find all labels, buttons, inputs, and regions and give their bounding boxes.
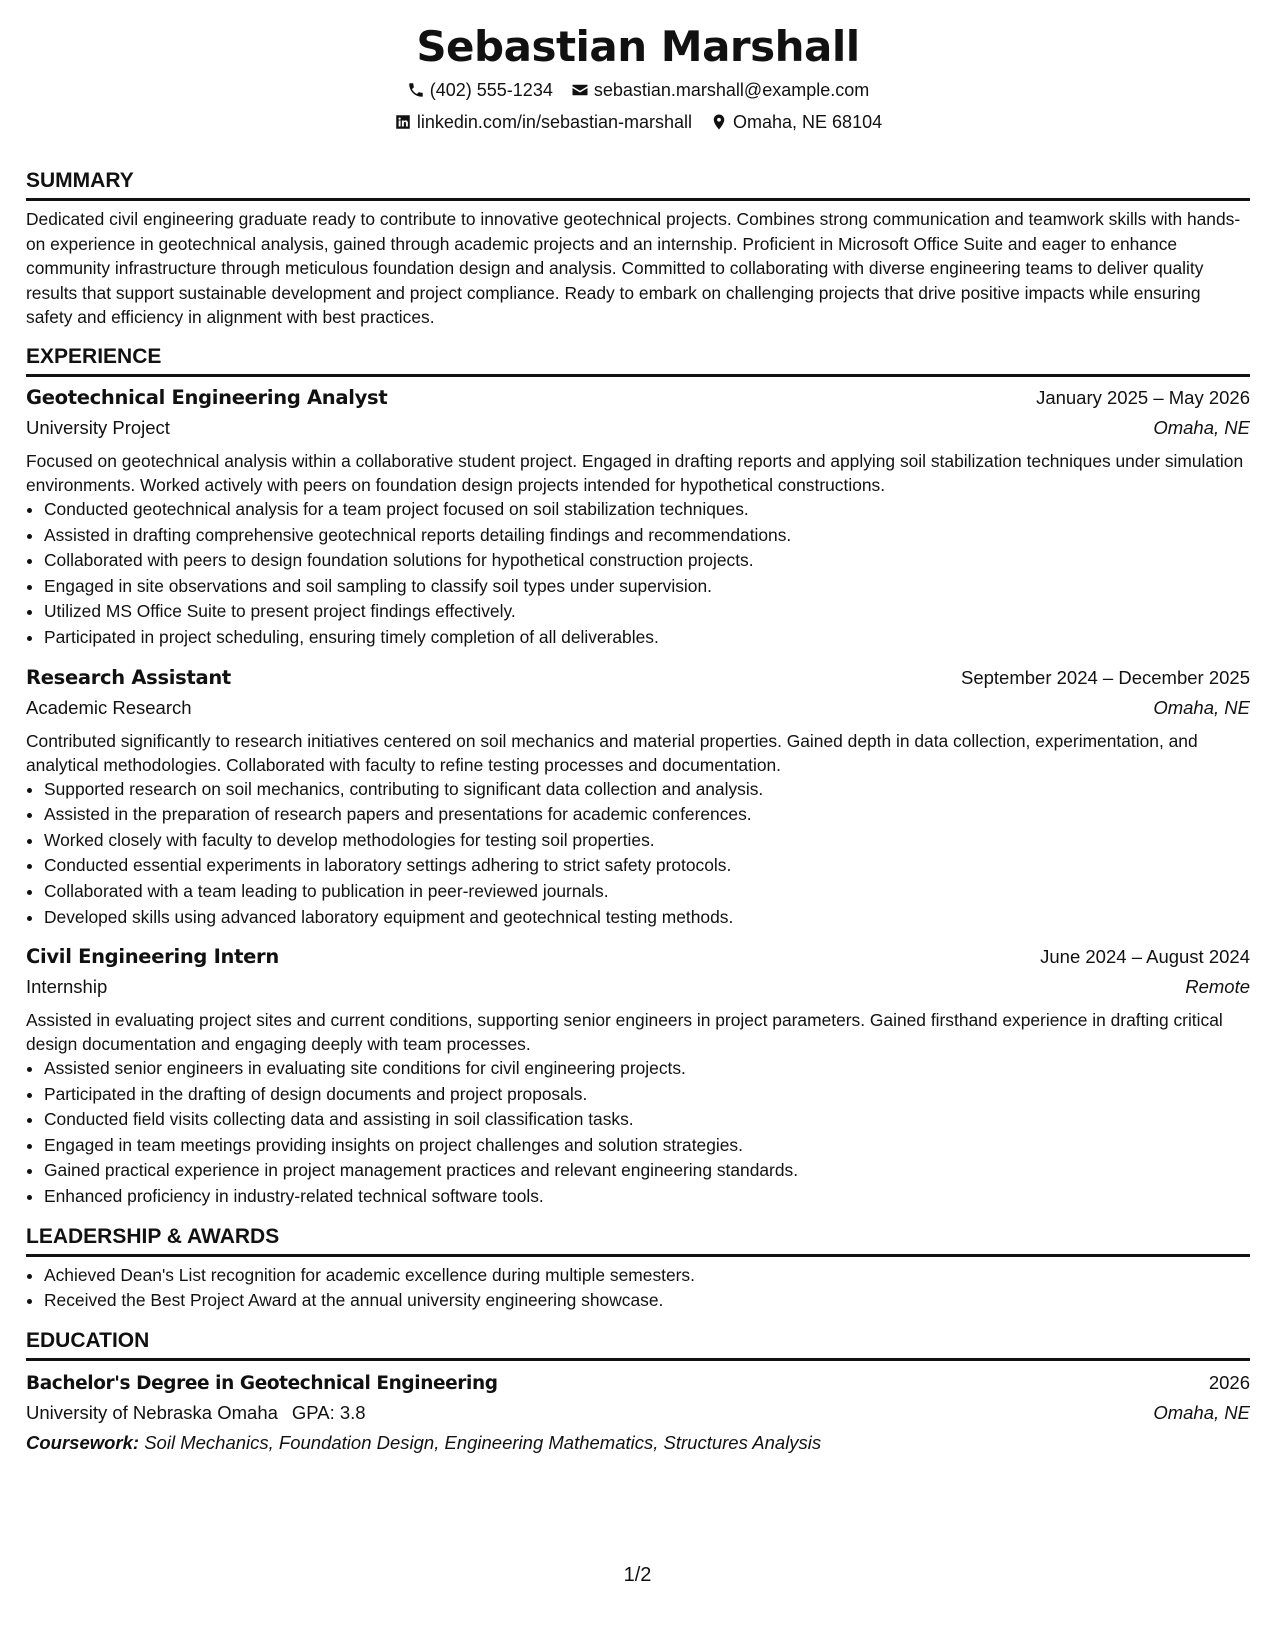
- job-organization: University Project: [26, 416, 170, 438]
- job-header: [26, 942, 1250, 972]
- bullet-item: • Gained practical experience in project management practices and relevant engineering standards.: [44, 1158, 1250, 1184]
- job-description: Contributed significantly to research initiatives centered on soil mechanics and material properties. Gained depth in data collection, experimentation, and analytical methodologies. Collaborated with faculty to refine testing processes and documentation.: [26, 730, 1198, 775]
- envelope-icon: [571, 81, 589, 99]
- bullet-item: • Engaged in team meetings providing insights on project challenges and solution strategies.: [44, 1133, 1250, 1159]
- job-header: [26, 663, 1250, 693]
- phone-text: (402) 555-1234: [429, 80, 553, 100]
- degree-title: Bachelor's Degree in Geotechnical Engineering: [26, 1372, 498, 1394]
- email-link[interactable]: sebastian.marshall@example.com: [593, 80, 870, 100]
- bullet-item: • Assisted in the preparation of research papers and presentations for academic conferences.: [44, 802, 1250, 828]
- graduation-year: 2026: [1208, 1371, 1250, 1393]
- bullet-item: • Engaged in site observations and soil sampling to classify soil types under supervision.: [44, 574, 1250, 600]
- job-subheader: [26, 413, 1250, 443]
- contact-row-1: [26, 78, 1250, 102]
- summary-section: [26, 168, 1250, 330]
- bullet-item: • Participated in project scheduling, ensuring timely completion of all deliverables.: [44, 625, 1250, 651]
- bullet-item: • Conducted field visits collecting data and assisting in soil classification tasks.: [44, 1107, 1250, 1133]
- coursework-label: Coursework:: [26, 1431, 140, 1453]
- experience-heading: EXPERIENCE: [26, 344, 1250, 377]
- bullet-item: • Collaborated with peers to design foundation solutions for hypothetical construction projects.: [44, 548, 1250, 574]
- phone-contact: [407, 78, 553, 102]
- school-info: [26, 1398, 366, 1428]
- job-location: Omaha, NE: [1153, 416, 1250, 438]
- awards-heading: LEADERSHIP & AWARDS: [26, 1224, 1250, 1257]
- job-subheader: [26, 693, 1250, 723]
- education-subheader: [26, 1398, 1250, 1428]
- resume-page: [26, 20, 1250, 1458]
- award-item: • Received the Best Project Award at the annual university engineering showcase.: [44, 1288, 1250, 1314]
- awards-list: [26, 1263, 1250, 1314]
- awards-section: [26, 1224, 1250, 1314]
- education-entry: [26, 1369, 1250, 1458]
- job-dates: June 2024 – August 2024: [1040, 946, 1250, 968]
- job-bullets: [26, 497, 1250, 651]
- job-entry: [26, 663, 1250, 931]
- bullet-item: • Collaborated with a team leading to publication in peer-reviewed journals.: [44, 879, 1250, 905]
- job-bullets: [26, 1056, 1250, 1210]
- summary-heading: SUMMARY: [26, 168, 1250, 201]
- phone-icon: [407, 81, 425, 99]
- coursework-line: [26, 1428, 1250, 1458]
- education-heading: EDUCATION: [26, 1328, 1250, 1361]
- job-location: Omaha, NE: [1153, 696, 1250, 718]
- bullet-item: • Participated in the drafting of design documents and project proposals.: [44, 1082, 1250, 1108]
- page-number: 1/2: [623, 1564, 652, 1586]
- coursework-list: Soil Mechanics, Foundation Design, Engineering Mathematics, Structures Analysis: [144, 1431, 822, 1453]
- education-section: [26, 1328, 1250, 1458]
- job-header: [26, 383, 1250, 413]
- job-title: Research Assistant: [26, 665, 231, 689]
- job-organization: Internship: [26, 976, 108, 998]
- bullet-item: • Supported research on soil mechanics, contributing to significant data collection and analysis.: [44, 777, 1250, 803]
- bullet-item: • Utilized MS Office Suite to present project findings effectively.: [44, 599, 1250, 625]
- job-dates: September 2024 – December 2025: [961, 666, 1250, 688]
- job-subheader: [26, 972, 1250, 1002]
- job-entry: [26, 383, 1250, 651]
- job-dates: January 2025 – May 2026: [1036, 386, 1250, 408]
- linkedin-contact[interactable]: [394, 110, 692, 134]
- bullet-item: • Assisted senior engineers in evaluating site conditions for civil engineering projects.: [44, 1056, 1250, 1082]
- job-title: Geotechnical Engineering Analyst: [26, 385, 388, 409]
- location-text: Omaha, NE 68104: [733, 112, 883, 132]
- linkedin-link[interactable]: linkedin.com/in/sebastian-marshall: [416, 112, 693, 132]
- candidate-name: Sebastian Marshall: [416, 22, 860, 71]
- job-location: Remote: [1185, 976, 1250, 998]
- summary-text: Dedicated civil engineering graduate ready to contribute to innovative geotechnical projects. Combines strong communication and teamwork skills with hands-on experience in geotechnical analysis, gained through academic projects and an internship. Proficient in Microsoft Office Suite and eager to enhance community infrastructure through meticulous foundation design and analysis. Committed to collaborating with diverse engineering teams to deliver quality results that support sustainable development and project compliance. Ready to embark on challenging projects that drive positive impacts while ensuring safety and efficiency in alignment with best practices.: [26, 209, 1241, 328]
- job-entry: [26, 942, 1250, 1210]
- location-contact: [710, 110, 882, 134]
- job-description: Focused on geotechnical analysis within a collaborative student project. Engaged in drafting reports and applying soil stabilization techniques under simulation environments. Worked actively with peers on foundation design projects intended for hypothetical constructions.: [26, 450, 1244, 495]
- bullet-item: • Conducted essential experiments in laboratory settings adhering to strict safety protocols.: [44, 853, 1250, 879]
- bullet-item: • Assisted in drafting comprehensive geotechnical reports detailing findings and recommendations.: [44, 523, 1250, 549]
- job-bullets: [26, 777, 1250, 931]
- map-pin-icon: [710, 113, 728, 131]
- bullet-item: • Conducted geotechnical analysis for a team project focused on soil stabilization techniques.: [44, 497, 1250, 523]
- linkedin-icon: [394, 113, 412, 131]
- job-description: Assisted in evaluating project sites and current conditions, supporting senior engineers in project parameters. Gained firsthand experience in drafting critical design documentation and engaging deeply with team processes.: [26, 1010, 1223, 1055]
- job-organization: Academic Research: [26, 696, 192, 718]
- email-contact[interactable]: [571, 78, 869, 102]
- job-title: Civil Engineering Intern: [26, 945, 279, 969]
- award-item: • Achieved Dean's List recognition for academic excellence during multiple semesters.: [44, 1263, 1250, 1289]
- gpa-text: GPA: 3.8: [291, 1401, 366, 1423]
- education-header: [26, 1369, 1250, 1398]
- school-location: Omaha, NE: [1153, 1401, 1250, 1423]
- school-name: University of Nebraska Omaha: [26, 1401, 278, 1423]
- bullet-item: • Developed skills using advanced laboratory equipment and geotechnical testing methods.: [44, 905, 1250, 931]
- experience-section: [26, 344, 1250, 1210]
- bullet-item: • Worked closely with faculty to develop methodologies for testing soil properties.: [44, 828, 1250, 854]
- bullet-item: • Enhanced proficiency in industry-related technical software tools.: [44, 1184, 1250, 1210]
- contact-row-2: [26, 110, 1250, 134]
